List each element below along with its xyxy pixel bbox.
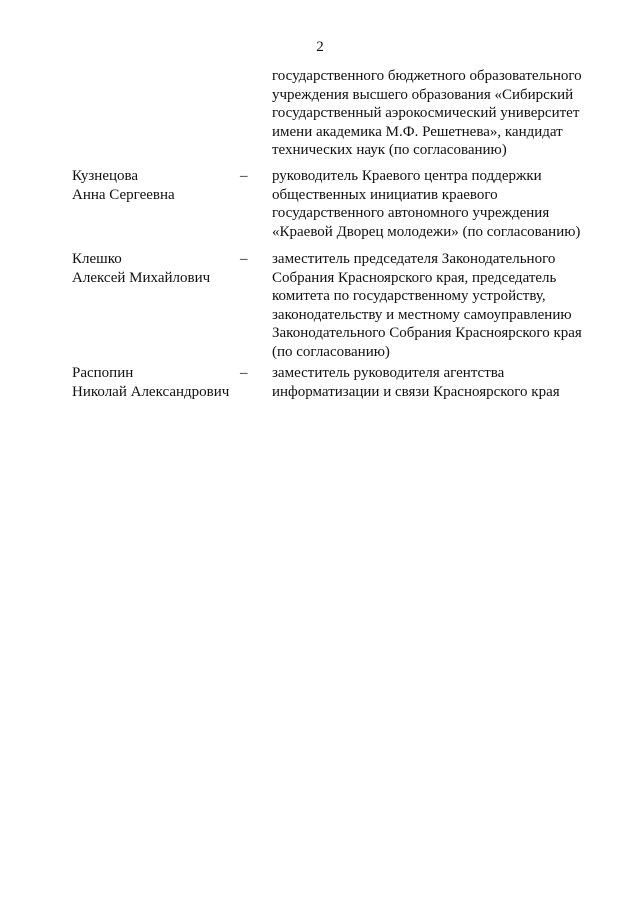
description-line: государственного автономного учреждения <box>272 205 550 221</box>
member-given-names: Анна Сергеевна <box>72 186 175 203</box>
description-line: общественных инициатив краевого <box>272 186 498 203</box>
separator-dash: – <box>240 168 248 184</box>
description-line: технических наук (по согласованию) <box>272 142 507 158</box>
description-line: учреждения высшего образования «Сибирский <box>272 86 574 103</box>
description-line: имени академика М.Ф. Решетнева», кандидат <box>272 123 563 140</box>
member-surname: Клешко <box>72 251 122 267</box>
member-surname: Кузнецова <box>72 168 139 184</box>
continued-description <box>272 67 602 160</box>
description-line: законодательству и местному самоуправлению <box>272 306 572 323</box>
description-line: Законодательного Собрания Красноярского края <box>272 325 582 341</box>
description-line: заместитель руководителя агентства <box>272 365 505 381</box>
description-line: государственный аэрокосмический университет <box>272 105 580 121</box>
description-line: Собрания Красноярского края, председатель <box>272 269 557 286</box>
page-number: 2 <box>316 39 324 55</box>
member-name <box>72 167 252 204</box>
description-line: информатизации и связи Красноярского края <box>272 383 560 400</box>
description-line: государственного бюджетного образовательного <box>272 68 582 84</box>
separator-dash: – <box>240 365 248 381</box>
member-description <box>272 167 602 241</box>
description-line: (по согласованию) <box>272 343 390 360</box>
member-given-names: Алексей Михайлович <box>72 269 211 286</box>
member-given-names: Николай Александрович <box>72 383 230 400</box>
member-description <box>272 250 602 361</box>
member-name <box>72 364 252 401</box>
description-line: комитета по государственному устройству, <box>272 288 546 304</box>
description-line: руководитель Краевого центра поддержки <box>272 168 542 184</box>
description-line: заместитель председателя Законодательного <box>272 251 556 267</box>
separator-dash: – <box>240 251 248 267</box>
member-description <box>272 364 602 401</box>
member-surname: Распопин <box>72 365 134 381</box>
member-name <box>72 250 252 287</box>
description-line: «Краевой Дворец молодежи» (по согласованию) <box>272 223 581 240</box>
